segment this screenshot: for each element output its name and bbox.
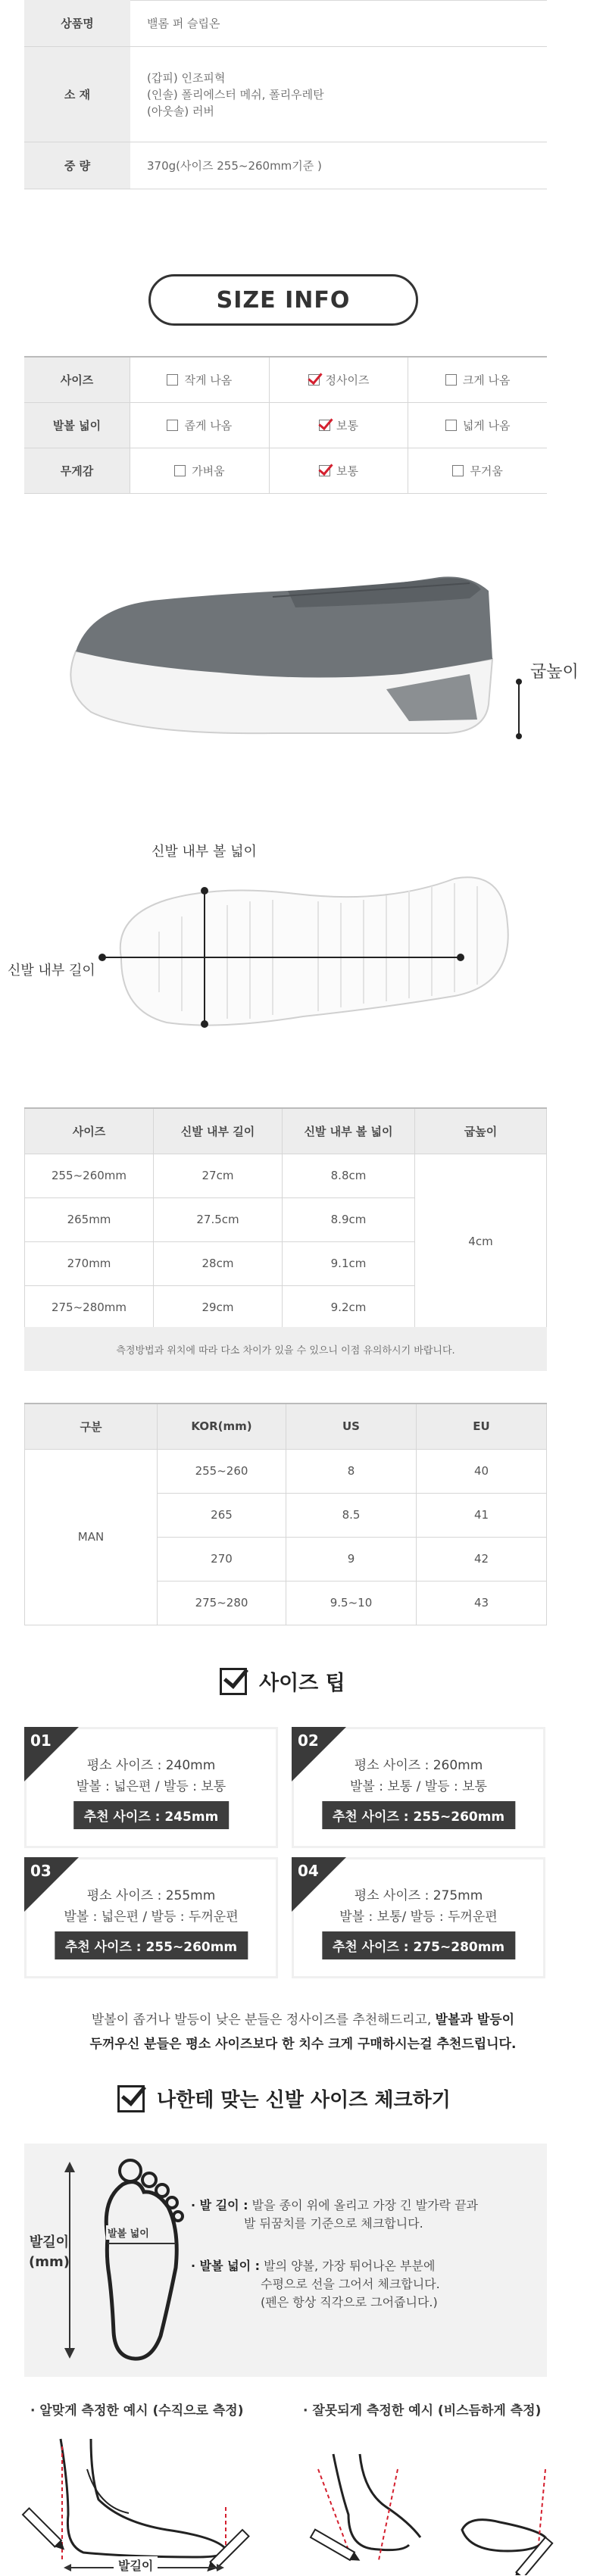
table-cell: 43 xyxy=(417,1581,547,1625)
table-cell: 27.5cm xyxy=(154,1197,283,1241)
option-label: 크게 나옴 xyxy=(462,373,511,387)
tip-paragraph-line1 xyxy=(0,2009,606,2031)
check-item-text: 발을 종이 위에 올리고 가장 긴 발가락 끝과 xyxy=(251,2198,479,2212)
checked-checkbox-icon xyxy=(319,420,330,431)
info-row-name xyxy=(24,0,547,47)
info-label: 소 재 xyxy=(24,47,130,142)
tip-foot-shape: 발볼 : 보통/ 발등 : 두꺼운편 xyxy=(339,1909,498,1925)
sole-illustration xyxy=(98,863,523,1045)
tip-text: 발볼이 좁거나 발등이 낮은 분들은 정사이즈를 추천해드리고, xyxy=(91,2012,436,2028)
inner-width-label: 신발 내부 볼 넓이 xyxy=(152,844,257,860)
foot-length-text: 발길이 xyxy=(29,2234,70,2250)
info-value: (인솔) 폴리에스터 메쉬, 폴리우레탄 xyxy=(147,87,324,101)
tip-text-bold: 발볼과 발등이 xyxy=(435,2012,515,2028)
table-cell: 265 xyxy=(158,1493,286,1537)
column-header: 신발 내부 길이 xyxy=(154,1108,283,1154)
table-cell: 8.9cm xyxy=(283,1197,415,1241)
option-true-size[interactable] xyxy=(270,358,409,402)
column-header: KOR(mm) xyxy=(158,1404,286,1449)
checkbox-check-icon xyxy=(117,2085,145,2112)
info-value: 370g(사이즈 255~260mm기준 ) xyxy=(147,158,322,173)
tip-foot-shape: 발볼 : 넓은편 / 발등 : 두꺼운편 xyxy=(64,1909,239,1925)
check-item-label: · 발 길이 : xyxy=(191,2198,248,2212)
table-cell: 265mm xyxy=(25,1197,154,1241)
tip-usual-size: 평소 사이즈 : 260mm xyxy=(354,1758,483,1773)
option-normal-weight[interactable] xyxy=(270,448,409,493)
column-header: 굽높이 xyxy=(415,1108,547,1154)
table-cell: 8.8cm xyxy=(283,1154,415,1197)
check-item-text: 발 뒤꿈치를 기준으로 체크합니다. xyxy=(244,2216,423,2231)
tip-card-03 xyxy=(24,1857,278,1978)
option-label: 가벼움 xyxy=(192,464,225,478)
table-header-row xyxy=(25,1108,547,1154)
column-header: 사이즈 xyxy=(25,1108,154,1154)
table-cell: 40 xyxy=(417,1449,547,1493)
option-label: 넓게 나옴 xyxy=(462,419,511,432)
table-cell: 9.5~10 xyxy=(286,1581,417,1625)
table-cell: 255~260mm xyxy=(25,1154,154,1197)
inner-length-label: 신발 내부 길이 xyxy=(8,963,95,979)
check-item-width xyxy=(191,2257,440,2312)
tip-number: 03 xyxy=(30,1862,52,1880)
size-info-label: 무게감 xyxy=(24,448,130,493)
checkbox-icon xyxy=(167,374,178,386)
info-value: (아웃솔) 러버 xyxy=(147,104,214,118)
checkbox-icon xyxy=(445,420,457,431)
tip-card-01 xyxy=(24,1727,278,1848)
tip-recommendation: 추천 사이즈 : 255~260mm xyxy=(55,1931,248,1959)
option-wide[interactable] xyxy=(408,403,547,448)
size-check-heading xyxy=(117,2084,451,2112)
option-label: 작게 나옴 xyxy=(184,373,233,387)
tip-recommendation: 추천 사이즈 : 255~260mm xyxy=(322,1801,515,1829)
measure-note: 측정방법과 위치에 따라 다소 차이가 있을 수 있으니 이점 유의하시기 바랍니다. xyxy=(24,1327,547,1371)
size-check-panel xyxy=(24,2144,547,2377)
info-row-weight xyxy=(24,142,547,189)
checkbox-check-icon xyxy=(220,1668,247,1695)
shoe-side-illustration xyxy=(45,560,561,780)
size-info-label: 발볼 넓이 xyxy=(24,403,130,448)
size-tip-heading xyxy=(220,1666,345,1696)
size-check-title: 나한테 맞는 신발 사이즈 체크하기 xyxy=(157,2089,451,2112)
table-cell: 9.1cm xyxy=(283,1241,415,1285)
option-normal[interactable] xyxy=(270,403,409,448)
checked-checkbox-icon xyxy=(319,465,330,476)
size-info-row-width xyxy=(24,403,547,448)
checked-checkbox-icon xyxy=(308,374,320,386)
option-large[interactable] xyxy=(408,358,547,402)
column-header: 신발 내부 볼 넓이 xyxy=(283,1108,415,1154)
table-cell: 9.2cm xyxy=(283,1285,415,1329)
foot-length-unit: (mm) xyxy=(29,2254,70,2270)
tip-number: 02 xyxy=(298,1731,319,1750)
table-cell: 8 xyxy=(286,1449,417,1493)
size-info-row-size xyxy=(24,358,547,403)
tip-number: 04 xyxy=(298,1862,319,1880)
option-label: 좁게 나옴 xyxy=(184,419,233,432)
column-header: EU xyxy=(417,1404,547,1449)
measure-examples-illustration xyxy=(15,2424,591,2575)
tip-foot-shape: 발볼 : 넓은편 / 발등 : 보통 xyxy=(76,1779,226,1794)
heel-height-cell: 4cm xyxy=(415,1154,547,1329)
table-cell: 275~280 xyxy=(158,1581,286,1625)
checkbox-icon xyxy=(167,420,178,431)
group-cell: MAN xyxy=(25,1449,158,1625)
table-cell: 8.5 xyxy=(286,1493,417,1537)
table-cell: 9 xyxy=(286,1537,417,1581)
table-cell: 255~260 xyxy=(158,1449,286,1493)
tip-usual-size: 평소 사이즈 : 240mm xyxy=(86,1758,216,1773)
option-small[interactable] xyxy=(130,358,270,402)
checkbox-icon xyxy=(174,465,186,476)
size-info-row-weight xyxy=(24,448,547,494)
table-row xyxy=(25,1449,547,1493)
table-cell: 27cm xyxy=(154,1154,283,1197)
size-tip-title: 사이즈 팁 xyxy=(259,1672,345,1695)
checkbox-icon xyxy=(452,465,464,476)
option-label: 무거움 xyxy=(470,464,503,478)
table-cell: 29cm xyxy=(154,1285,283,1329)
tip-card-02 xyxy=(292,1727,545,1848)
bad-example-title: · 잘못되게 측정한 예시 (비스듬하게 측정) xyxy=(303,2403,542,2418)
check-item-text: (펜은 항상 직각으로 그어줍니다.) xyxy=(261,2295,438,2309)
table-cell: 270 xyxy=(158,1537,286,1581)
option-light[interactable] xyxy=(130,448,270,493)
info-label: 상품명 xyxy=(24,0,130,46)
option-label: 보통 xyxy=(336,419,358,432)
tip-recommendation: 추천 사이즈 : 245mm xyxy=(73,1801,230,1829)
table-cell: 275~280mm xyxy=(25,1285,154,1329)
check-item-label: · 발볼 넓이 : xyxy=(191,2259,261,2273)
heel-height-label: 굽높이 xyxy=(530,663,579,682)
good-example-title: · 알맞게 측정한 예시 (수직으로 측정) xyxy=(30,2403,244,2418)
column-header: US xyxy=(286,1404,417,1449)
tip-number: 01 xyxy=(30,1731,52,1750)
column-header: 구분 xyxy=(25,1404,158,1449)
table-cell: 270mm xyxy=(25,1241,154,1285)
foot-outline-illustration xyxy=(55,2154,206,2366)
table-header-row xyxy=(25,1404,547,1449)
table-cell: 28cm xyxy=(154,1241,283,1285)
tip-paragraph-line2: 두꺼우신 분들은 평소 사이즈보다 한 치수 크게 구매하시는걸 추천드립니다. xyxy=(89,2037,517,2052)
size-info-title: SIZE INFO xyxy=(148,274,418,326)
foot-width-label: 발볼 넓이 xyxy=(106,2225,151,2240)
measure-table xyxy=(24,1107,547,1330)
foot-length-label xyxy=(29,2233,70,2272)
check-item-text: 발의 양볼, 가장 튀어나온 부분에 xyxy=(264,2259,436,2273)
option-narrow[interactable] xyxy=(130,403,270,448)
example-length-label: 발길이 xyxy=(114,2556,158,2574)
option-heavy[interactable] xyxy=(408,448,547,493)
info-value: 밸롬 퍼 슬립온 xyxy=(147,16,220,30)
checkbox-icon xyxy=(445,374,457,386)
size-conversion-table xyxy=(24,1403,547,1625)
table-cell: 41 xyxy=(417,1493,547,1537)
check-item-text: 수평으로 선을 그어서 체크합니다. xyxy=(261,2277,440,2291)
table-row xyxy=(25,1154,547,1197)
tip-usual-size: 평소 사이즈 : 255mm xyxy=(86,1888,216,1903)
tip-card-04 xyxy=(292,1857,545,1978)
tip-foot-shape: 발볼 : 보통 / 발등 : 보통 xyxy=(350,1779,487,1794)
option-label: 보통 xyxy=(336,464,358,478)
table-cell: 42 xyxy=(417,1537,547,1581)
check-item-length xyxy=(191,2197,478,2233)
option-label: 정사이즈 xyxy=(325,373,370,387)
info-row-material xyxy=(24,47,547,142)
info-value: (갑피) 인조피혁 xyxy=(147,70,226,85)
size-info-label: 사이즈 xyxy=(24,358,130,402)
tip-recommendation: 추천 사이즈 : 275~280mm xyxy=(322,1931,515,1959)
info-label: 중 량 xyxy=(24,142,130,189)
tip-usual-size: 평소 사이즈 : 275mm xyxy=(354,1888,483,1903)
